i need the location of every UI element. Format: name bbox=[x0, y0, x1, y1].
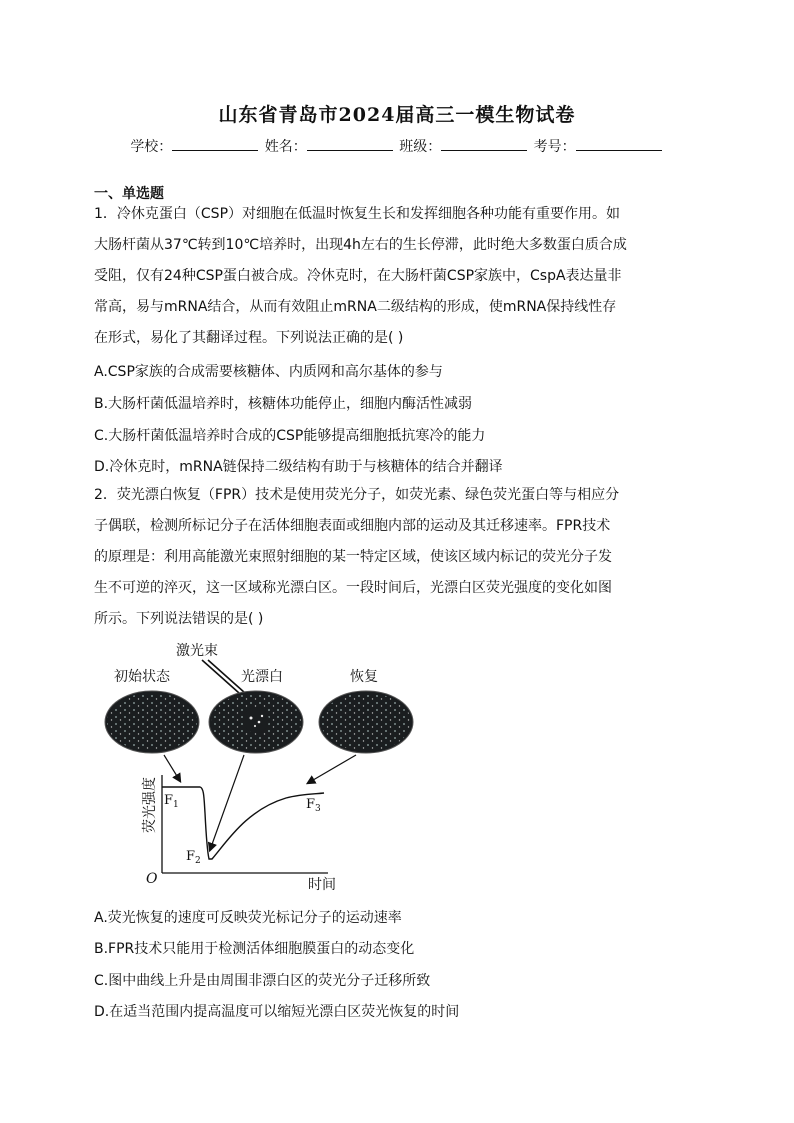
cell-initial-state-image bbox=[105, 691, 199, 753]
label-photobleach: 光漂白 bbox=[241, 669, 283, 685]
page-title: 山东省青岛市2024届高三一模生物试卷 bbox=[218, 104, 576, 126]
x-axis-label: 时间 bbox=[308, 877, 336, 893]
question-1-stem-line: 在形式，易化了其翻译过程。下列说法正确的是( ) bbox=[94, 330, 404, 346]
question-1-stem-line: 1．冷休克蛋白（CSP）对细胞在低温时恢复生长和发挥细胞各种功能有重要作用。如 bbox=[94, 206, 621, 222]
question-2-stem bbox=[94, 480, 704, 635]
name-label: 姓名： bbox=[264, 139, 307, 155]
section-heading: 一、单选题 bbox=[94, 186, 164, 202]
question-1-stem bbox=[94, 199, 704, 354]
f2-label: $F_2$ bbox=[186, 849, 201, 866]
question-1-stem-line: 常高，易与mRNA结合，从而有效阻止mRNA二级结构的形成，使mRNA保持线性存 bbox=[94, 299, 617, 315]
question-2-option-b[interactable]: B.FPR技术只能用于检测活体细胞膜蛋白的动态变化 bbox=[94, 941, 415, 957]
y-axis-label: 荧光强度 bbox=[142, 777, 158, 833]
pointer-arrows bbox=[164, 755, 356, 850]
class-field[interactable] bbox=[441, 138, 527, 151]
question-1-option-a[interactable]: A.CSP家族的合成需要核糖体、内质网和高尔基体的参与 bbox=[94, 364, 443, 380]
question-2-stem-line: 的原理是：利用高能激光束照射细胞的某一特定区域，使该区域内标记的荧光分子发 bbox=[94, 549, 612, 565]
question-2-stem-line: 所示。下列说法错误的是( ) bbox=[94, 611, 264, 627]
school-field[interactable] bbox=[172, 138, 258, 151]
question-1-stem-line: 受阻，仅有24种CSP蛋白被合成。冷休克时，在大肠杆菌CSP家族中，CspA表达量非 bbox=[94, 268, 622, 284]
label-laser: 激光束 bbox=[176, 643, 218, 659]
cell-photobleach-image bbox=[209, 691, 303, 753]
cell-recovery-image bbox=[319, 691, 413, 753]
fpr-figure bbox=[96, 638, 436, 894]
label-initial-state: 初始状态 bbox=[114, 669, 170, 685]
question-1-stem-line: 大肠杆菌从37℃转到10℃培养时，出现4h左右的生长停滞，此时绝大多数蛋白质合成 bbox=[94, 237, 627, 253]
question-2-stem-line: 生不可逆的淬灭，这一区域称光漂白区。一段时间后，光漂白区荧光强度的变化如图 bbox=[94, 580, 612, 596]
school-label: 学校： bbox=[130, 139, 173, 155]
f3-label: $F_3$ bbox=[306, 797, 321, 814]
origin-label: O bbox=[146, 871, 158, 887]
name-field[interactable] bbox=[307, 138, 393, 151]
question-2-stem-line: 2．荧光漂白恢复（FPR）技术是使用荧光分子，如荧光素、绿色荧光蛋白等与相应分 bbox=[94, 487, 620, 503]
question-2-stem-line: 子偶联，检测所标记分子在活体细胞表面或细胞内部的运动及其迁移速率。FPR技术 bbox=[94, 518, 611, 534]
question-1-option-b[interactable]: B.大肠杆菌低温培养时，核糖体功能停止，细胞内酶活性减弱 bbox=[94, 396, 473, 412]
student-info-line bbox=[0, 136, 794, 156]
question-2-option-d[interactable]: D.在适当范围内提高温度可以缩短光漂白区荧光恢复的时间 bbox=[94, 1004, 460, 1020]
class-label: 班级： bbox=[399, 139, 442, 155]
f1-label: $F_1$ bbox=[164, 793, 179, 810]
question-2-option-a[interactable]: A.荧光恢复的速度可反映荧光标记分子的运动速率 bbox=[94, 910, 402, 926]
question-1-option-c[interactable]: C.大肠杆菌低温培养时合成的CSP能够提高细胞抵抗寒冷的能力 bbox=[94, 428, 486, 444]
question-1-option-d[interactable]: D.冷休克时，mRNA链保持二级结构有助于与核糖体的结合并翻译 bbox=[94, 459, 503, 475]
question-2-option-c[interactable]: C.图中曲线上升是由周围非漂白区的荧光分子迁移所致 bbox=[94, 973, 431, 989]
number-field[interactable] bbox=[576, 138, 662, 151]
label-recovery: 恢复 bbox=[350, 669, 378, 685]
number-label: 考号： bbox=[533, 139, 576, 155]
